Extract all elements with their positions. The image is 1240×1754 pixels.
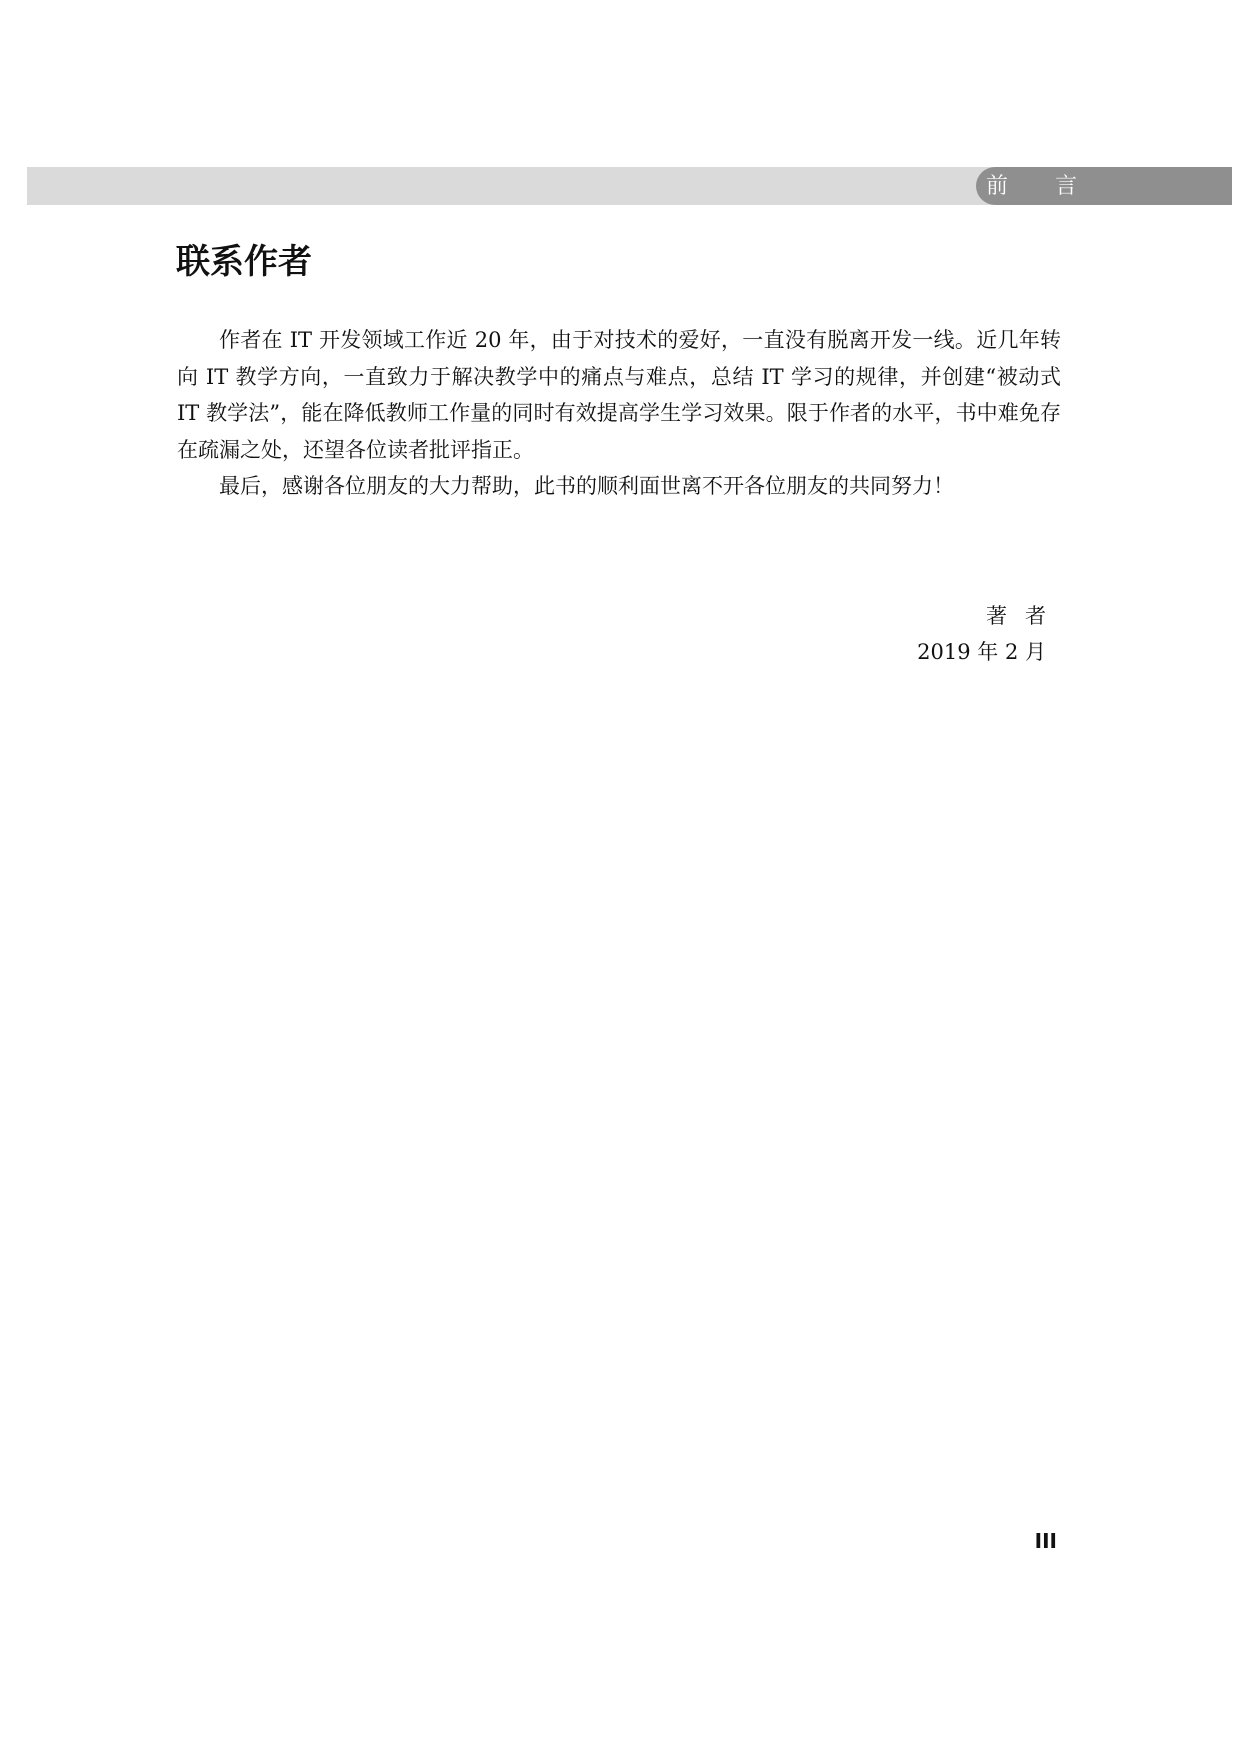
paragraph-1: 作者在 IT 开发领域工作近 20 年，由于对技术的爱好，一直没有脱离开发一线。近几年转向 IT 教学方向，一直致力于解决教学中的痛点与难点，总结 IT 学习的规律，并创建“被动式 IT 教学法”，能在降低教师工作量的同时有效提高学生学习效果。限于作者的水平，书中难免存在疏漏之处，还望各位读者批评指正。: [177, 328, 1061, 462]
signature-author: 著者: [986, 604, 1064, 628]
chapter-tab-label: 前 言: [986, 174, 1097, 199]
signature-block: [917, 598, 1064, 670]
section-title: 联系作者: [176, 242, 312, 282]
paragraph-2: 最后，感谢各位朋友的大力帮助，此书的顺利面世离不开各位朋友的共同努力！: [219, 474, 954, 498]
body-text: [177, 322, 1061, 505]
signature-date: 2019 年 2 月: [917, 640, 1046, 664]
page-number: III: [1034, 1529, 1057, 1553]
